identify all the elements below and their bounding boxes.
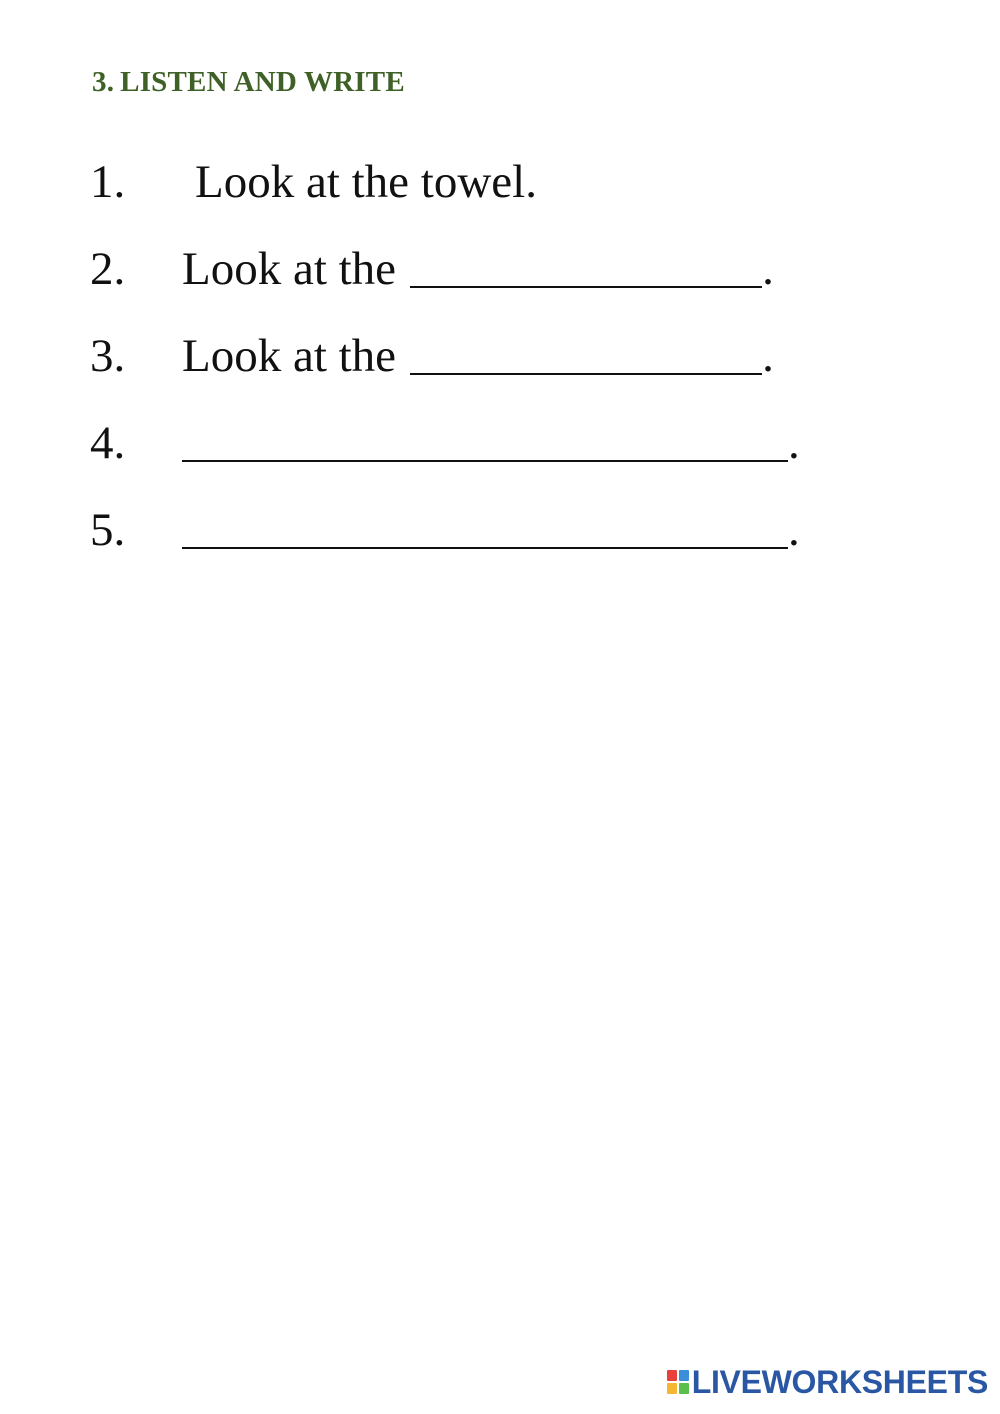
logo-square-red — [667, 1370, 677, 1381]
answer-blank[interactable] — [410, 250, 762, 288]
logo-square-yellow — [667, 1383, 677, 1394]
sentence-period: . — [788, 504, 800, 556]
exercise-item-1 — [90, 152, 850, 212]
item-sentence: Look at the — [182, 243, 397, 295]
section-title: LISTEN AND WRITE — [120, 66, 405, 98]
item-number: 4. — [90, 417, 126, 469]
logo-square-green — [679, 1383, 689, 1394]
exercise-item-4 — [90, 413, 850, 473]
exercise-item-2 — [90, 239, 850, 299]
logo-mark-icon — [667, 1370, 689, 1394]
exercise-item-3 — [90, 326, 850, 386]
logo-wordmark: LIVEWORKSHEETS — [691, 1364, 988, 1400]
item-sentence: Look at the — [182, 330, 397, 382]
answer-blank[interactable] — [182, 511, 788, 549]
sentence-period: . — [788, 417, 800, 469]
item-number: 2. — [90, 243, 126, 295]
item-number: 1. — [90, 156, 126, 208]
answer-blank[interactable] — [410, 337, 762, 375]
logo-square-blue — [679, 1370, 689, 1381]
section-heading — [92, 64, 405, 100]
item-number: 3. — [90, 330, 126, 382]
item-sentence: Look at the towel. — [195, 156, 537, 208]
item-number: 5. — [90, 504, 126, 556]
answer-blank[interactable] — [182, 424, 788, 462]
sentence-period: . — [762, 243, 774, 295]
liveworksheets-logo — [667, 1362, 988, 1402]
section-number: 3. — [92, 66, 115, 98]
sentence-period: . — [762, 330, 774, 382]
exercise-item-5 — [90, 500, 850, 560]
